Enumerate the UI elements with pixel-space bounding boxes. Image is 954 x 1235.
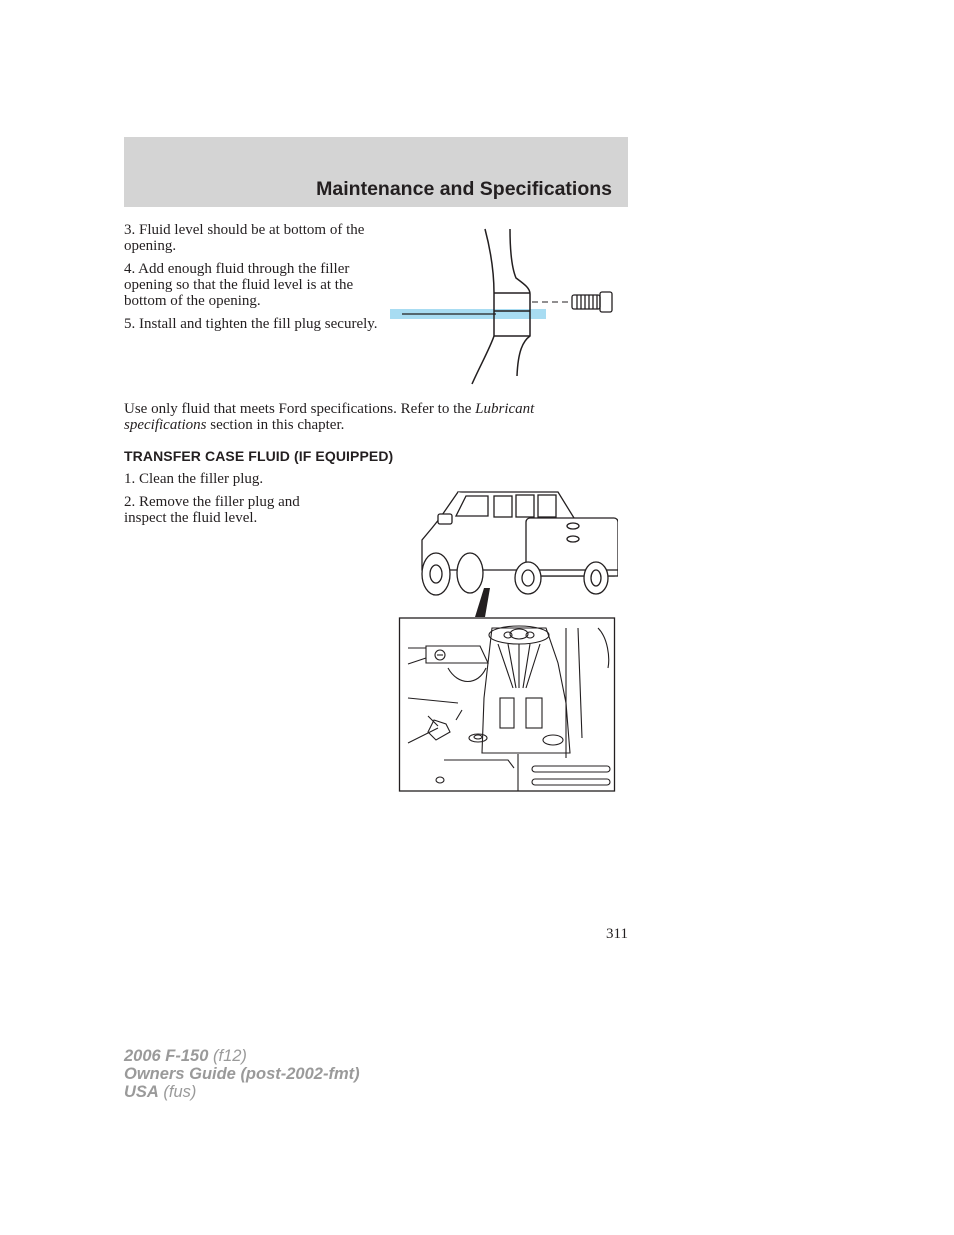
tc-step-1-text: 1. Clean the filler plug.: [124, 471, 264, 487]
callout-pointer: [475, 588, 490, 617]
section-heading: TRANSFER CASE FLUID (IF EQUIPPED): [124, 448, 394, 464]
fill-plug-icon: [572, 292, 612, 312]
lubricant-spec-reference: Lubricant specifications: [124, 401, 535, 433]
step-5-text: 5. Install and tighten the fill plug securely.: [124, 316, 378, 332]
fluid-spec-note: Use only fluid that meets Ford specifications. Refer to the Lubricant specifications section in this chapter.: [124, 401, 535, 433]
section-title: Maintenance and Specifications: [316, 178, 612, 200]
page-number: 311: [606, 926, 628, 942]
truck-rear-illustration: [422, 492, 618, 595]
fill-plug-diagram: [388, 226, 618, 388]
housing-outline: [472, 229, 530, 384]
step-4-text: 4. Add enough fluid through the filler opening so that the fluid level is at the bottom of the opening.: [124, 261, 354, 309]
document-footer: 2006 F-150 (f12) Owners Guide (post-2002-fmt) USA (fus): [124, 1047, 360, 1101]
section-header-band: [124, 137, 628, 207]
step-3-text: 3. Fluid level should be at bottom of the opening.: [124, 222, 365, 254]
tc-step-2-text: 2. Remove the filler plug and inspect the fluid level.: [124, 494, 300, 526]
inset-frame: [400, 618, 615, 791]
transfer-case-diagram: [398, 488, 618, 794]
